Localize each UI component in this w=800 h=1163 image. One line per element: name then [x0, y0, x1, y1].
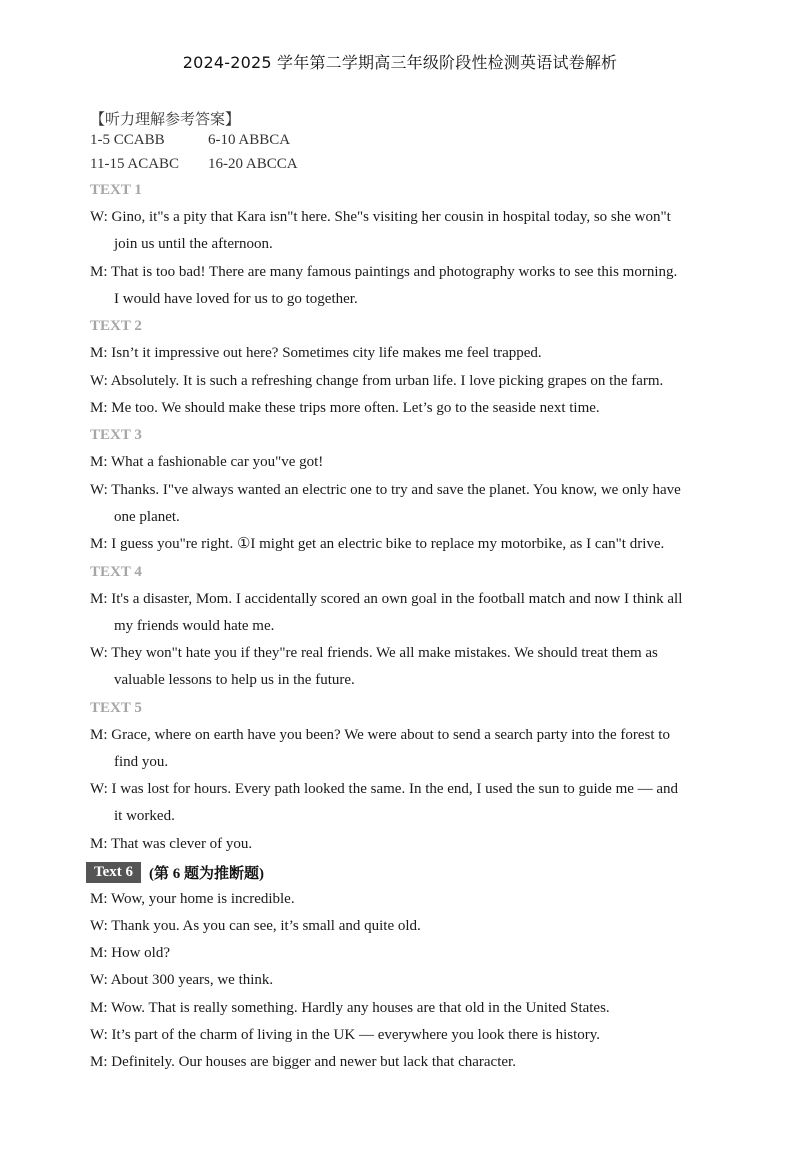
dialogue-text: W: It’s part of the charm of living in the UK — everywhere you look there is history.	[90, 1027, 601, 1043]
dialogue-line	[90, 995, 722, 1022]
dialogue-text-continued: it worked.	[114, 808, 175, 824]
dialogue-text: M: It's a disaster, Mom. I accidentally scored an own goal in the football match and now I think all	[90, 591, 683, 607]
text-heading: TEXT 4	[90, 564, 142, 580]
dialogue-line	[90, 477, 722, 531]
question-type-note: (第 6 题为推断题)	[149, 866, 265, 882]
dialogue-text: M: Me too. We should make these trips more often. Let’s go to the seaside next time.	[90, 400, 600, 416]
dialogue-text: W: Thank you. As you can see, it’s small and quite old.	[90, 918, 421, 934]
dialogue-line	[90, 913, 722, 940]
dialogue-line	[90, 776, 722, 830]
dialogue-text: M: What a fashionable car you"ve got!	[90, 454, 324, 470]
text-6-heading	[86, 862, 264, 883]
dialogue-text: M: Wow. That is really something. Hardly any houses are that old in the United States.	[90, 1000, 610, 1016]
dialogue-line	[90, 368, 722, 395]
dialogue-line	[90, 449, 722, 476]
dialogue-text: M: I guess you"re right. ①I might get an electric bike to replace my motorbike, as I can"t drive.	[90, 536, 665, 552]
dialogue-text: M: Wow, your home is incredible.	[90, 891, 295, 907]
text-heading: TEXT 5	[90, 700, 142, 716]
dialogue-line	[90, 586, 722, 640]
answer-row	[90, 156, 298, 173]
answer-range: 6-10 ABBCA	[208, 132, 291, 148]
dialogue-text-continued: one planet.	[114, 509, 180, 525]
answer-range: 16-20 ABCCA	[208, 156, 298, 172]
dialogue-line	[90, 940, 722, 967]
dialogue-text: M: That is too bad! There are many famous paintings and photography works to see this morning.	[90, 264, 678, 280]
dialogue-line	[90, 1049, 722, 1076]
dialogue-text: W: Absolutely. It is such a refreshing change from urban life. I love picking grapes on the farm.	[90, 373, 664, 389]
dialogue-text: M: That was clever of you.	[90, 836, 253, 852]
dialogue-text: M: Isn’t it impressive out here? Sometimes city life makes me feel trapped.	[90, 345, 542, 361]
text-heading: TEXT 2	[90, 318, 142, 334]
dialogue-line	[90, 886, 722, 913]
text-heading-badge: Text 6	[86, 862, 141, 883]
answer-row	[90, 132, 291, 149]
text-heading: TEXT 1	[90, 182, 142, 198]
dialogue-line	[90, 259, 722, 313]
dialogue-text-continued: valuable lessons to help us in the future.	[114, 672, 355, 688]
dialogue-line	[90, 531, 722, 558]
dialogue-text-continued: my friends would hate me.	[114, 618, 275, 634]
dialogue-line	[90, 340, 722, 367]
dialogue-line	[90, 1022, 722, 1049]
dialogue-line	[90, 967, 722, 994]
dialogue-text: W: Thanks. I"ve always wanted an electric one to try and save the planet. You know, we only have	[90, 482, 681, 498]
dialogue-text: W: About 300 years, we think.	[90, 972, 274, 988]
answer-range: 11-15 ACABC	[90, 156, 180, 172]
dialogue-text: M: Definitely. Our houses are bigger and newer but lack that character.	[90, 1054, 516, 1070]
dialogue-line	[90, 204, 722, 258]
dialogue-text-continued: join us until the afternoon.	[114, 236, 273, 252]
dialogue-text: W: Gino, it"s a pity that Kara isn"t here. She"s visiting her cousin in hospital today, so she won"t	[90, 209, 671, 225]
dialogue-line	[90, 395, 722, 422]
text-heading: TEXT 3	[90, 427, 142, 443]
dialogue-text: W: They won"t hate you if they"re real friends. We all make mistakes. We should treat them as	[90, 645, 658, 661]
dialogue-text: M: How old?	[90, 945, 170, 961]
dialogue-line	[90, 722, 722, 776]
page-title: 2024-2025 学年第二学期高三年级阶段性检测英语试卷解析	[182, 53, 618, 72]
dialogue-text: M: Grace, where on earth have you been? We were about to send a search party into the forest to	[90, 727, 670, 743]
dialogue-text-continued: I would have loved for us to go together.	[114, 291, 358, 307]
dialogue-text-continued: find you.	[114, 754, 169, 770]
dialogue-text: W: I was lost for hours. Every path looked the same. In the end, I used the sun to guide me — and	[90, 781, 679, 797]
section-label: 【听力理解参考答案】	[90, 110, 241, 128]
answer-range: 1-5 CCABB	[90, 132, 165, 148]
dialogue-line	[90, 831, 722, 858]
dialogue-line	[90, 640, 722, 694]
